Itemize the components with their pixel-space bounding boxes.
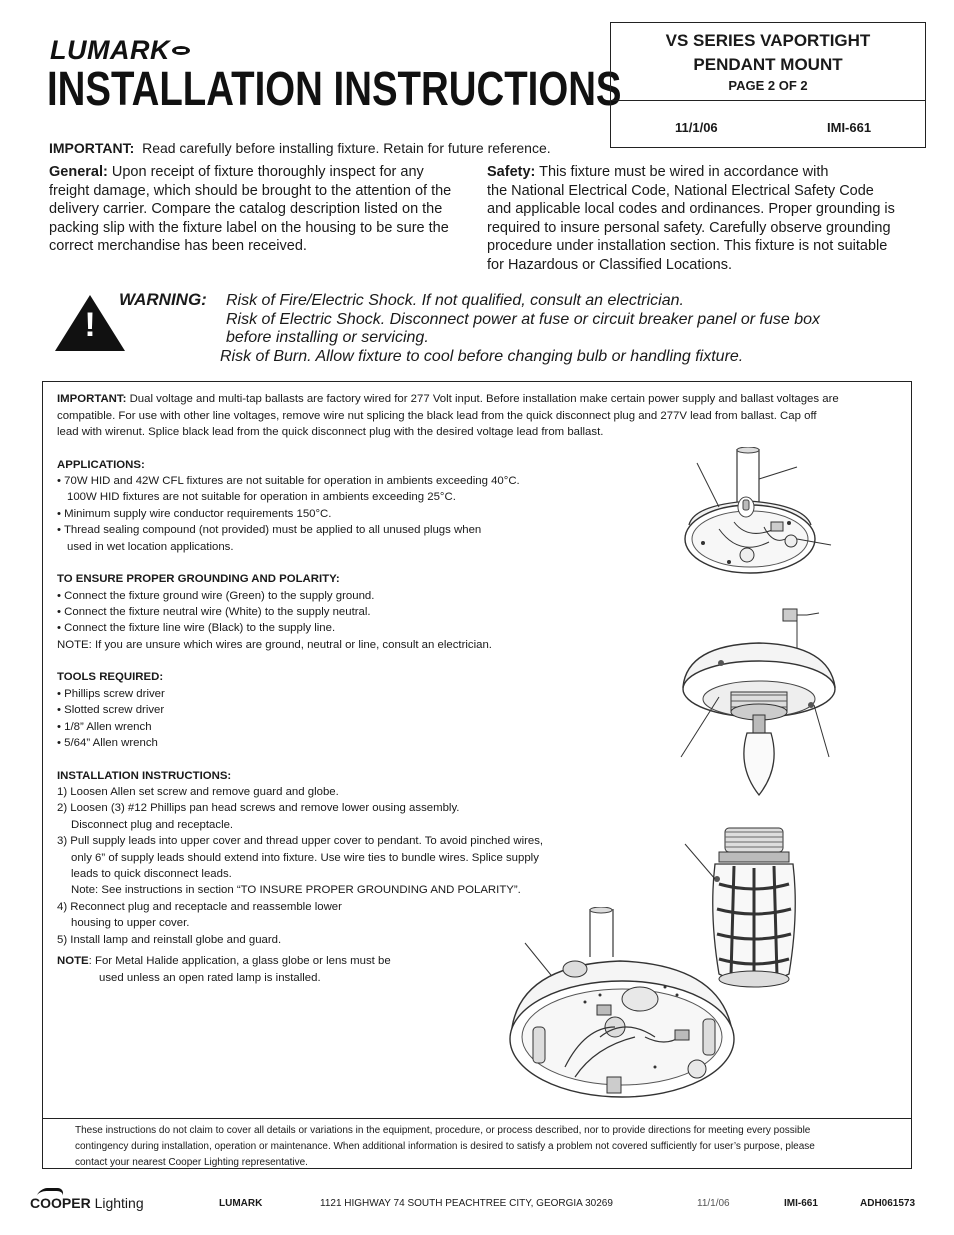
general-label: General: <box>49 164 108 180</box>
tools-item: • Slotted screw driver <box>57 704 165 716</box>
housing-interior-illustration <box>505 907 740 1117</box>
footer-address: 1121 HIGHWAY 74 SOUTH PEACHTREE CITY, GEORGIA 30269 <box>320 1198 613 1209</box>
footer-code: ADH061573 <box>860 1198 916 1209</box>
install-step: 4) Reconnect plug and receptacle and reassemble lower <box>57 901 342 913</box>
install-step: Disconnect plug and receptacle. <box>71 819 234 831</box>
tools-item: • 5/64” Allen wrench <box>57 737 158 749</box>
box-divider <box>43 1118 911 1119</box>
general-line: packing slip with the fixture label on the housing to be sure the <box>49 219 449 236</box>
title-box <box>610 22 926 148</box>
general-line: delivery carrier. Compare the catalog description listed on the <box>49 201 443 217</box>
box-important-label: IMPORTANT: <box>57 393 127 405</box>
box-important-line: lead with wirenut. Splice black lead from the quick disconnect plug with the desired voltage lead from ballast. <box>57 426 604 438</box>
cooper-brand: COOPER <box>30 1195 91 1211</box>
safety-line: for Hazardous or Classified Locations. <box>487 256 733 273</box>
general-line: Upon receipt of fixture thoroughly inspect for any <box>111 164 424 180</box>
header-date: 11/1/06 <box>675 120 718 135</box>
disclaimer-line: These instructions do not claim to cover all details or variations in the equipment, procedure, or process described, nor to provide directions for meeting every possible <box>75 1125 811 1136</box>
warning-line: before installing or servicing. <box>226 329 429 346</box>
safety-label: Safety: <box>487 164 536 180</box>
important-note <box>49 140 551 156</box>
install-step: 1) Loosen Allen set screw and remove guard and globe. <box>57 786 339 798</box>
tools-heading: TOOLS REQUIRED: <box>57 671 164 683</box>
install-heading: INSTALLATION INSTRUCTIONS: <box>57 770 232 782</box>
applications-item: • Thread sealing compound (not provided) must be applied to all unused plugs when <box>57 524 482 536</box>
install-step: 5) Install lamp and reinstall globe and guard. <box>57 934 282 946</box>
warning-line: Risk of Fire/Electric Shock. If not qualified, consult an electrician. <box>226 292 684 309</box>
lumark-logo <box>50 36 192 64</box>
safety-line: This fixture must be wired in accordance with <box>539 164 829 180</box>
footer-brand: LUMARK <box>219 1198 263 1209</box>
header-doc-id: IMI-661 <box>827 120 872 135</box>
warning-label: WARNING: <box>119 290 207 309</box>
brand-name: LUMARK <box>50 34 170 65</box>
general-line: correct merchandise has been received. <box>49 238 307 254</box>
box-important-line: compatible. For use with other line voltages, remove wire nut splicing the black lead from the quick disconnect plug and 277V lead from ballast. Cap off <box>57 410 817 422</box>
important-label: IMPORTANT: <box>49 140 135 156</box>
install-step: only 6” of supply leads should extend into fixture. Use wire ties to bundle wires. Splice supply <box>71 852 539 864</box>
important-text: Read carefully before installing fixture. Retain for future reference. <box>142 140 551 156</box>
note-text: : For Metal Halide application, a glass globe or lens must be <box>88 955 391 967</box>
box-important-line <box>57 391 839 408</box>
install-step: Note: See instructions in section “TO INSURE PROPER GROUNDING AND POLARITY”. <box>71 884 521 896</box>
grounding-item: • Connect the fixture neutral wire (White) to the supply neutral. <box>57 606 371 618</box>
install-step: leads to quick disconnect leads. <box>71 868 232 880</box>
product-line-1: VS SERIES VAPORTIGHT <box>665 31 871 50</box>
applications-item: • Minimum supply wire conductor requirements 150°C. <box>57 508 332 520</box>
safety-line: the National Electrical Code, National Electrical Safety Code <box>487 182 874 199</box>
applications-item: 100W HID fixtures are not suitable for operation in ambients exceeding 25°C. <box>67 491 456 503</box>
warning-line: Risk of Burn. Allow fixture to cool before changing bulb or handling fixture. <box>220 348 744 365</box>
disclaimer-line: contingency during installation, operation or maintenance. When additional information is desired to satisfy a problem not covered sufficiently for user’s purpose, please <box>75 1141 815 1152</box>
general-line: freight damage, which should be brought to the attention of the <box>49 182 452 199</box>
install-step: housing to upper cover. <box>71 917 190 929</box>
grounding-item: • Connect the fixture ground wire (Green) to the supply ground. <box>57 590 375 602</box>
safety-section <box>487 163 917 274</box>
exclamation-icon: ! <box>84 306 96 344</box>
page-number: PAGE 2 OF 2 <box>728 78 808 93</box>
warning-line: Risk of Electric Shock. Disconnect power at fuse or circuit breaker panel or fuse box <box>226 311 821 328</box>
upper-cover-illustration <box>679 447 839 597</box>
grounding-item: • Connect the fixture line wire (Black) to the supply line. <box>57 622 336 634</box>
applications-heading: APPLICATIONS: <box>57 459 145 471</box>
note-label: NOTE <box>57 955 89 967</box>
install-step: 3) Pull supply leads into upper cover and thread upper cover to pendant. To avoid pinched wires, <box>57 835 544 847</box>
note-line: used unless an open rated lamp is installed. <box>99 972 321 984</box>
disclaimer-line: contact your nearest Cooper Lighting representative. <box>75 1157 308 1168</box>
footer-date: 11/1/06 <box>697 1198 730 1209</box>
grounding-note: NOTE: If you are unsure which wires are ground, neutral or line, consult an electrician. <box>57 639 492 651</box>
lighting-word: Lighting <box>90 1195 144 1211</box>
general-section <box>49 163 474 256</box>
applications-item: • 70W HID and 42W CFL fixtures are not suitable for operation in ambients exceeding 40°C. <box>57 475 520 487</box>
install-step: 2) Loosen (3) #12 Phillips pan head screws and remove lower ousing assembly. <box>57 802 460 814</box>
safety-line: required to insure personal safety. Carefully observe grounding <box>487 219 891 236</box>
applications-item: used in wet location applications. <box>67 541 234 553</box>
safety-line: procedure under installation section. This fixture is not suitable <box>487 238 888 254</box>
grounding-heading: TO ENSURE PROPER GROUNDING AND POLARITY: <box>57 573 340 585</box>
note-line <box>57 953 391 970</box>
housing-lamp-illustration <box>669 607 844 807</box>
instructions-box <box>42 381 912 1169</box>
page-title: INSTALLATION INSTRUCTIONS <box>47 63 622 116</box>
tools-item: • 1/8” Allen wrench <box>57 721 152 733</box>
tools-item: • Phillips screw driver <box>57 688 165 700</box>
footer-doc-id: IMI-661 <box>784 1198 818 1209</box>
lumark-mark-icon <box>172 44 192 56</box>
product-line-2: PENDANT MOUNT <box>693 55 843 74</box>
box-important-text: Dual voltage and multi-tap ballasts are factory wired for 277 Volt input. Before installation make certain power supply and ballast voltages are <box>129 393 839 405</box>
safety-line: and applicable local codes and ordinances. Proper grounding is <box>487 201 895 217</box>
